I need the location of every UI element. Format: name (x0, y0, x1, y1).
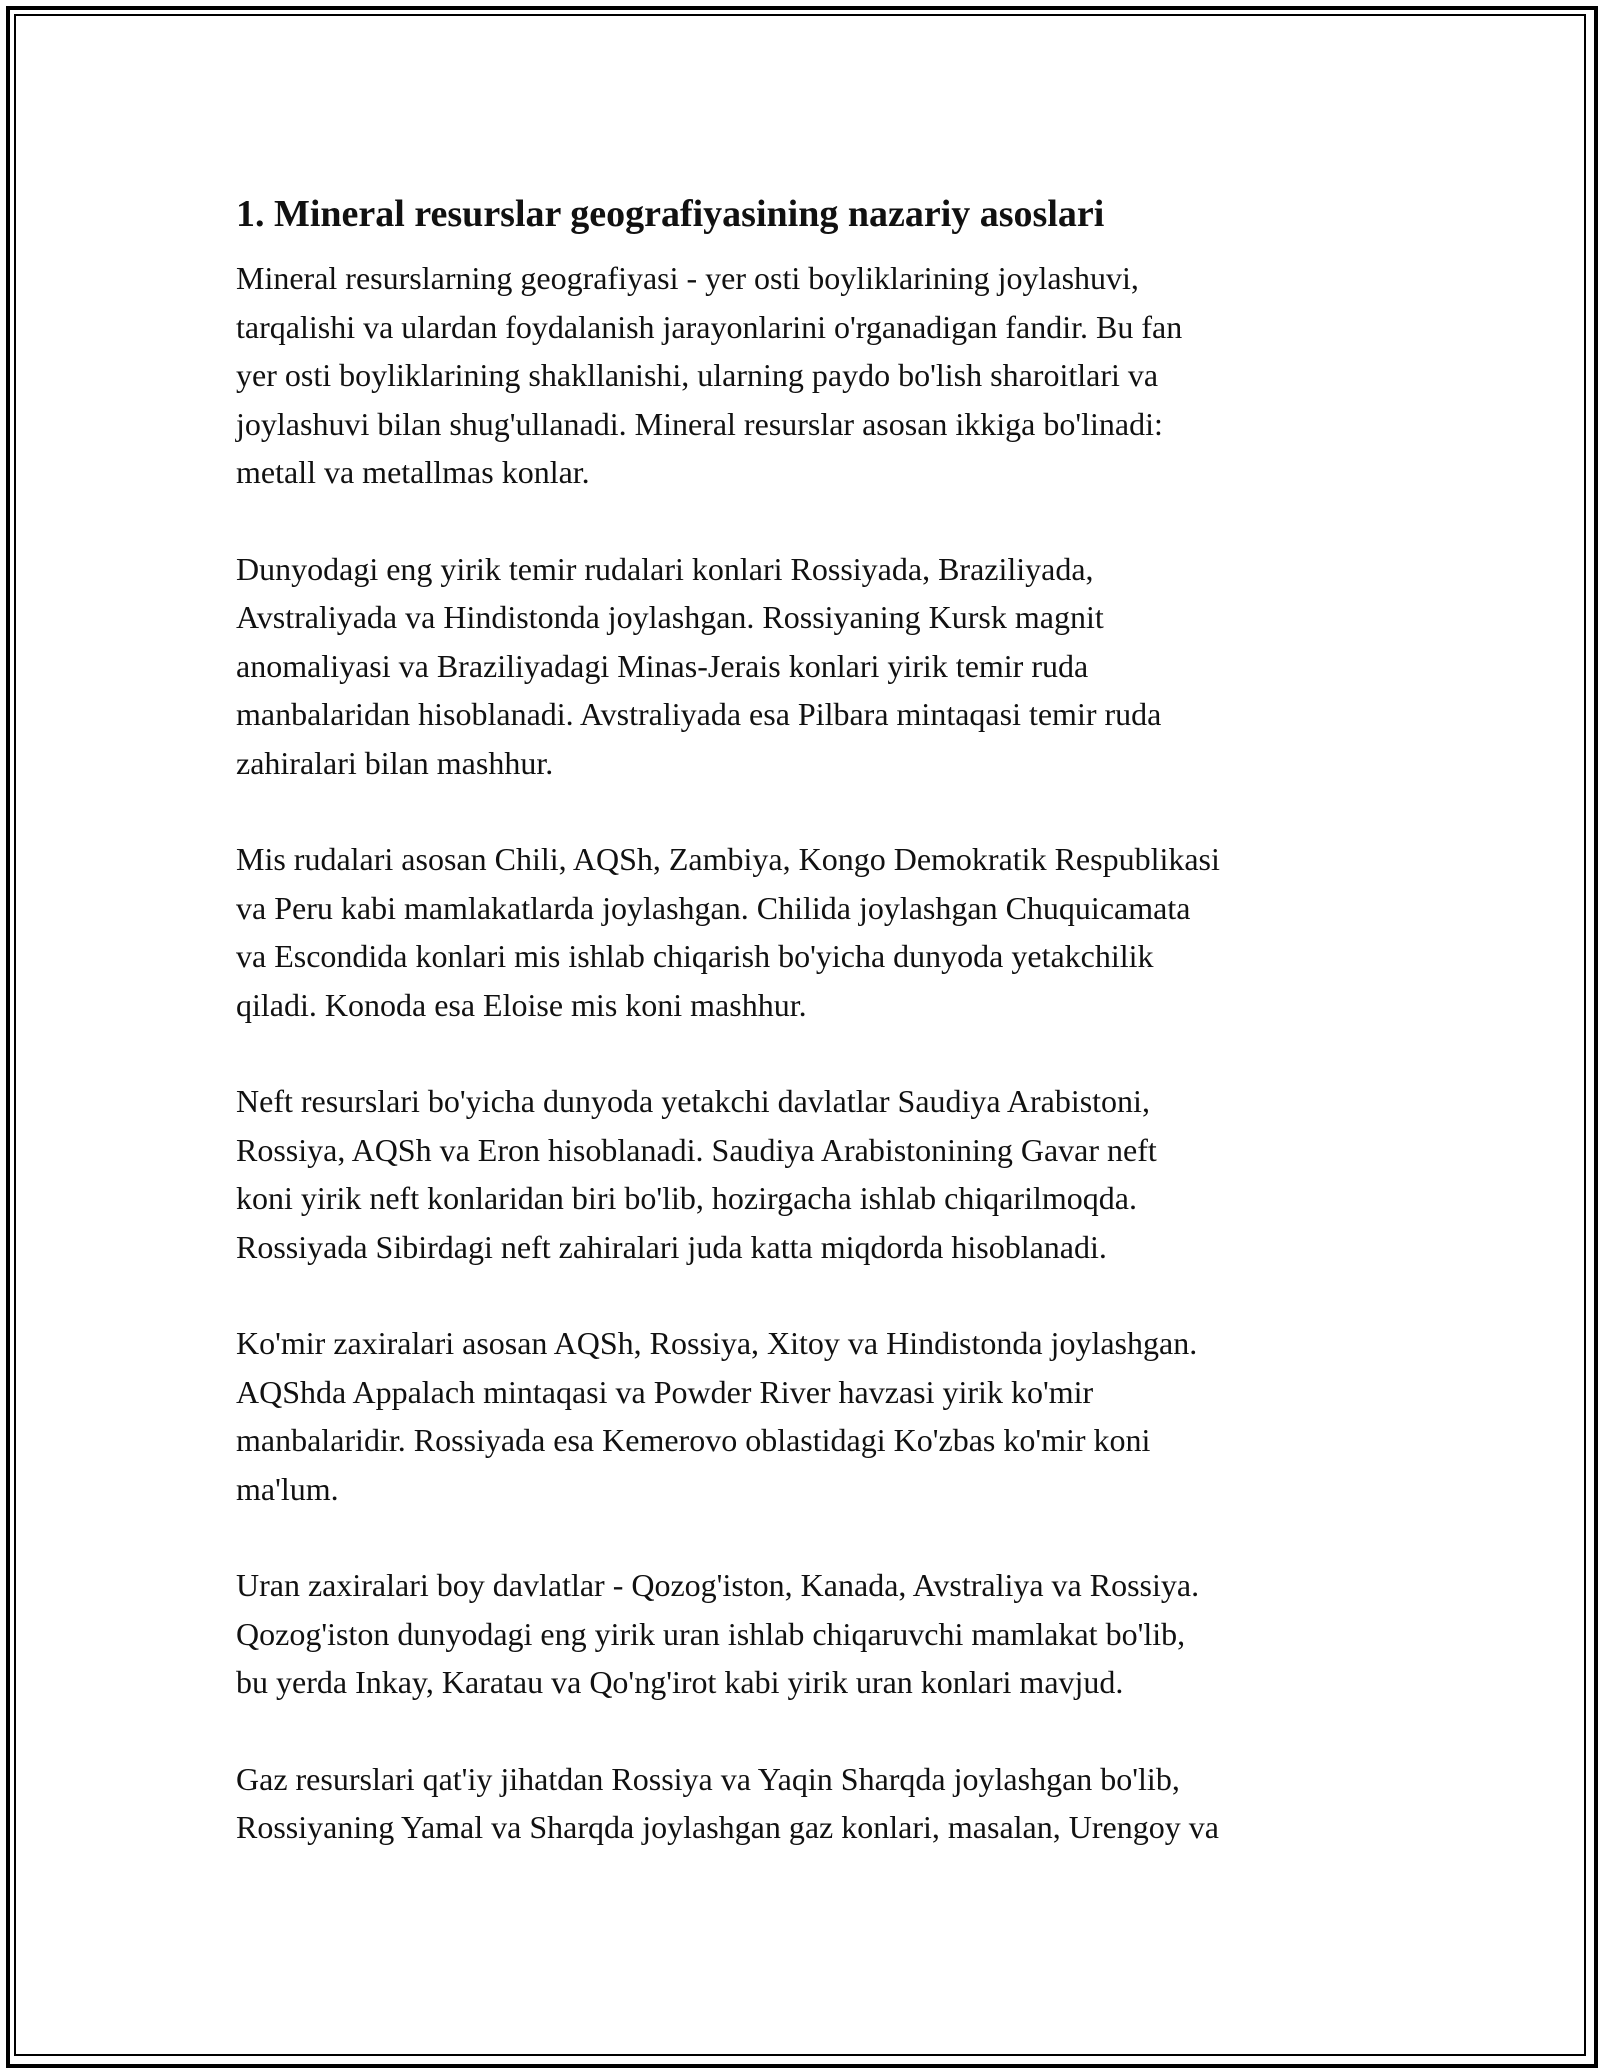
text-line: manbalaridan hisoblanadi. Avstraliyada esa Pilbara mintaqasi temir ruda (236, 696, 1162, 732)
text-line: metall va metallmas konlar. (236, 454, 590, 490)
text-line: zahiralari bilan mashhur. (236, 744, 554, 781)
text-line: Mineral resurslarning geografiyasi - yer osti boyliklarining joylashuvi, (236, 260, 1139, 296)
page-content (236, 186, 1386, 1852)
paragraph-uranium (236, 1561, 1386, 1707)
text-line: Neft resurslari bo'yicha dunyoda yetakchi davlatlar Saudiya Arabistoni, (236, 1083, 1150, 1119)
paragraph-mineral-geography (236, 254, 1386, 497)
page-title: 1. Mineral resurslar geografiyasining nazariy asoslari (236, 193, 1105, 235)
text-line: qiladi. Konoda esa Eloise mis koni mashhur. (236, 986, 807, 1023)
text-line: Uran zaxiralari boy davlatlar - Qozog'iston, Kanada, Avstraliya va Rossiya. (236, 1567, 1200, 1603)
text-line: Qozog'iston dunyodagi eng yirik uran ishlab chiqaruvchi mamlakat bo'lib, (236, 1615, 1186, 1652)
text-line: bu yerda Inkay, Karatau va Qo'ng'irot kabi yirik uran konlari mavjud. (236, 1664, 1124, 1700)
paragraph-copper (236, 835, 1386, 1029)
text-line: Mis rudalari asosan Chili, AQSh, Zambiya, Kongo Demokratik Respublikasi (236, 841, 1220, 877)
text-line: joylashuvi bilan shug'ullanadi. Mineral resurslar asosan ikkiga bo'linadi: (236, 405, 1163, 442)
text-line: Ko'mir zaxiralari asosan AQSh, Rossiya, Xitoy va Hindistonda joylashgan. (236, 1325, 1198, 1361)
text-line: tarqalishi va ulardan foydalanish jarayonlarini o'rganadigan fandir. Bu fan (236, 308, 1183, 345)
paragraph-iron-ore (236, 545, 1386, 788)
text-line: Rossiyaning Yamal va Sharqda joylashgan gaz konlari, masalan, Urengoy va (236, 1809, 1219, 1845)
text-line: yer osti boyliklarining shakllanishi, ularning paydo bo'lish sharoitlari va (236, 357, 1159, 393)
paragraph-oil (236, 1077, 1386, 1271)
text-line: manbalaridir. Rossiyada esa Kemerovo oblastidagi Ko'zbas ko'mir koni (236, 1422, 1151, 1458)
text-line: Rossiyada Sibirdagi neft zahiralari juda katta miqdorda hisoblanadi. (236, 1228, 1107, 1265)
text-line: va Escondida konlari mis ishlab chiqarish bo'yicha dunyoda yetakchilik (236, 938, 1154, 974)
paragraph-gas (236, 1755, 1386, 1852)
text-line: ma'lum. (236, 1470, 339, 1507)
text-line: va Peru kabi mamlakatlarda joylashgan. Chilida joylashgan Chuquicamata (236, 889, 1191, 926)
text-line: AQShda Appalach mintaqasi va Powder River havzasi yirik ko'mir (236, 1373, 1094, 1410)
text-line: Gaz resurslari qat'iy jihatdan Rossiya va Yaqin Sharqda joylashgan bo'lib, (236, 1760, 1180, 1797)
paragraph-coal (236, 1319, 1386, 1513)
text-line: Avstraliyada va Hindistonda joylashgan. Rossiyaning Kursk magnit (236, 599, 1104, 635)
text-line: koni yirik neft konlaridan biri bo'lib, hozirgacha ishlab chiqarilmoqda. (236, 1180, 1137, 1216)
text-line: Dunyodagi eng yirik temir rudalari konlari Rossiyada, Braziliyada, (236, 550, 1094, 587)
text-line: Rossiya, AQSh va Eron hisoblanadi. Saudiya Arabistonining Gavar neft (236, 1131, 1157, 1168)
text-line: anomaliyasi va Braziliyadagi Minas-Jerais konlari yirik temir ruda (236, 647, 1089, 684)
